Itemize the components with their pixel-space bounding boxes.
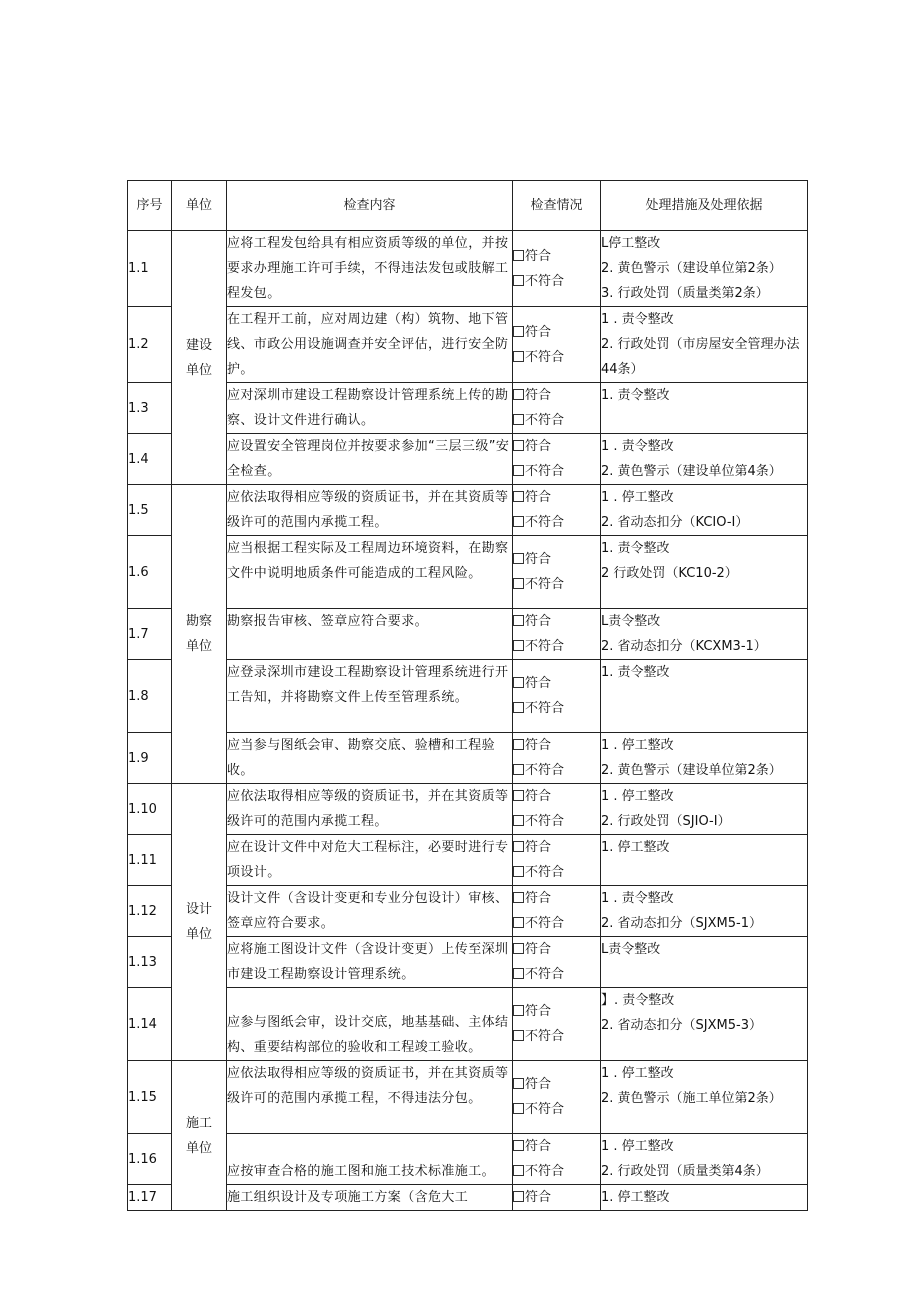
check-status [513,886,601,937]
check-content: 应依法取得相应等级的资质证书，并在其资质等级许可的范围内承揽工程。 [227,784,513,835]
conform-label: 符合 [525,1139,552,1154]
row-number: 1.15 [128,1061,172,1134]
table-row [128,307,808,383]
check-status [513,937,601,988]
table-row [128,536,808,609]
unit-cell [172,231,227,485]
measures-cell [601,733,808,784]
check-content: 应依法取得相应等级的资质证书，并在其资质等级许可的范围内承揽工程，不得违法分包。 [227,1061,513,1134]
conform-option[interactable] [513,784,600,809]
measure-item: 2. 黄色警示（施工单位第2条） [601,1091,782,1106]
conform-option[interactable] [513,434,600,459]
check-content: 应在设计文件中对危大工程标注，必要时进行专项设计。 [227,835,513,886]
measure-item: L责令整改 [601,942,661,957]
nonconform-label: 不符合 [525,916,565,931]
check-content: 应当参与图纸会审、勘察交底、验槽和工程验收。 [227,733,513,784]
nonconform-option[interactable] [513,572,600,597]
nonconform-label: 不符合 [525,577,565,592]
checkbox-icon[interactable] [513,892,524,903]
checkbox-icon[interactable] [513,790,524,801]
measure-item: 1 . 责令整改 [601,439,674,454]
check-content: 应将施工图设计文件（含设计变更）上传至深圳市建设工程勘察设计管理系统。 [227,937,513,988]
table-row [128,609,808,660]
check-status [513,434,601,485]
table-row [128,886,808,937]
table-row [128,988,808,1061]
conform-option[interactable] [513,383,600,408]
measure-item: 2. 黄色警示（建设单位第2条） [601,261,782,276]
table-row [128,1185,808,1211]
check-status [513,784,601,835]
measure-item: 2. 省动态扣分（KCXM3-1） [601,639,767,654]
checkbox-icon[interactable] [513,275,524,286]
nonconform-label: 不符合 [525,273,565,289]
check-status [513,988,601,1061]
measure-item: 1 . 停工整改 [601,789,674,804]
measure-item: 2. 行政处罚（市房屋安全管理办法44条） [601,337,800,377]
measures-cell [601,835,808,886]
nonconform-label: 不符合 [525,464,565,479]
check-content: 应登录深圳市建设工程勘察设计管理系统进行开工告知，并将勘察文件上传至管理系统。 [227,660,513,733]
unit-name: 勘察单位 [185,614,212,654]
nonconform-option[interactable] [513,758,600,783]
nonconform-option[interactable] [513,1159,600,1184]
table-row [128,383,808,434]
nonconform-option[interactable] [513,1024,600,1049]
table-row [128,231,808,307]
conform-label: 符合 [525,614,552,629]
measure-item: 2. 黄色警示（建设单位第4条） [601,464,782,479]
checkbox-icon[interactable] [513,389,524,400]
measure-item: 2. 黄色警示（建设单位第2条） [601,763,782,778]
measure-item: 1. 停工整改 [601,1190,670,1205]
header-status: 检查情况 [513,181,601,231]
row-number: 1.4 [128,434,172,485]
header-seq: 序号 [128,181,172,231]
unit-name: 设计单位 [185,902,212,942]
conform-label: 符合 [525,676,552,691]
measure-item: 1 . 停工整改 [601,490,674,505]
check-status [513,383,601,434]
nonconform-option[interactable] [513,510,600,535]
table-row [128,784,808,835]
conform-label: 符合 [525,1077,552,1092]
measures-cell [601,988,808,1061]
conform-label: 符合 [525,1190,552,1205]
check-status [513,609,601,660]
nonconform-label: 不符合 [525,515,565,530]
nonconform-option[interactable] [513,345,600,370]
check-status [513,307,601,383]
measure-item: 2. 省动态扣分（SJXM5-1） [601,916,762,931]
conform-label: 符合 [525,552,552,567]
conform-label: 符合 [525,942,552,957]
measure-item: 2. 省动态扣分（KCIO-I） [601,515,749,530]
checkbox-icon[interactable] [513,677,524,688]
unit-name: 施工单位 [185,1115,212,1156]
table-row [128,835,808,886]
unit-cell [172,485,227,784]
nonconform-option[interactable] [513,1097,600,1122]
header-row [128,181,808,231]
checkbox-icon[interactable] [513,1078,524,1089]
nonconform-option[interactable] [513,459,600,484]
nonconform-label: 不符合 [525,967,565,982]
row-number: 1.10 [128,784,172,835]
checkbox-icon[interactable] [513,917,524,928]
measures-cell [601,784,808,835]
check-status [513,536,601,609]
measure-item: 2 行政处罚（KC10-2） [601,566,738,581]
table-row [128,1061,808,1134]
nonconform-option[interactable] [513,860,600,885]
conform-label: 符合 [525,490,552,505]
measure-item: 1 . 责令整改 [601,312,674,327]
measures-cell [601,383,808,434]
check-status [513,733,601,784]
measures-cell [601,1134,808,1185]
checkbox-icon[interactable] [513,553,524,564]
conform-option[interactable] [513,1185,600,1210]
check-content: 应设置安全管理岗位并按要求参加“三层三级”安全检查。 [227,434,513,485]
conform-option[interactable] [513,1134,600,1159]
nonconform-option[interactable] [513,269,600,294]
checkbox-icon[interactable] [513,491,524,502]
nonconform-label: 不符合 [525,763,565,778]
check-status [513,1134,601,1185]
conform-option[interactable] [513,1072,600,1097]
measure-item: 2. 省动态扣分（SJXM5-3） [601,1018,762,1033]
checkbox-icon[interactable] [513,440,524,451]
unit-cell [172,784,227,1061]
row-number: 1.7 [128,609,172,660]
nonconform-option[interactable] [513,696,600,721]
checkbox-icon[interactable] [513,1165,524,1176]
checkbox-icon[interactable] [513,1005,524,1016]
nonconform-label: 不符合 [525,349,565,365]
check-content: 应按审查合格的施工图和施工技术标准施工。 [227,1134,513,1185]
measure-item: 1 . 停工整改 [601,738,674,753]
check-content: 应参与图纸会审，设计交底，地基基础、主体结构、重要结构部位的验收和工程竣工验收。 [227,988,513,1061]
check-status [513,835,601,886]
row-number: 1.1 [128,231,172,307]
conform-option[interactable] [513,547,600,572]
checkbox-icon[interactable] [513,1191,524,1202]
measure-item: 1. 责令整改 [601,665,670,680]
check-content: 应对深圳市建设工程勘察设计管理系统上传的勘察、设计文件进行确认。 [227,383,513,434]
measures-cell [601,609,808,660]
conform-label: 符合 [525,248,552,264]
checkbox-icon[interactable] [513,739,524,750]
row-number: 1.13 [128,937,172,988]
measures-cell [601,1185,808,1211]
checkbox-icon[interactable] [513,326,524,337]
measure-item: 】. 责令整改 [601,993,675,1008]
check-status [513,1061,601,1134]
conform-label: 符合 [525,1004,552,1019]
measures-cell [601,485,808,536]
measure-item: 1. 停工整改 [601,840,670,855]
table-row [128,434,808,485]
conform-option[interactable] [513,999,600,1024]
checkbox-icon[interactable] [513,764,524,775]
check-status [513,660,601,733]
checkbox-icon[interactable] [513,1103,524,1114]
measure-item: 1. 责令整改 [601,541,670,556]
checkbox-icon[interactable] [513,465,524,476]
measures-cell [601,1061,808,1134]
measures-cell [601,937,808,988]
check-content: 勘察报告审核、签章应符合要求。 [227,609,513,660]
row-number: 1.14 [128,988,172,1061]
conform-option[interactable] [513,320,600,345]
check-status [513,1185,601,1211]
checkbox-icon[interactable] [513,866,524,877]
nonconform-label: 不符合 [525,1164,565,1179]
table-row [128,733,808,784]
checkbox-icon[interactable] [513,1140,524,1151]
conform-label: 符合 [525,439,552,454]
nonconform-label: 不符合 [525,1029,565,1044]
measure-item: 2. 行政处罚（SJIO-I） [601,814,731,829]
check-status [513,485,601,536]
nonconform-label: 不符合 [525,865,565,880]
row-number: 1.12 [128,886,172,937]
nonconform-option[interactable] [513,809,600,834]
measures-cell [601,660,808,733]
conform-option[interactable] [513,937,600,962]
conform-option[interactable] [513,886,600,911]
checkbox-icon[interactable] [513,351,524,362]
nonconform-label: 不符合 [525,413,565,428]
check-status [513,231,601,307]
conform-option[interactable] [513,244,600,269]
measure-item: L责令整改 [601,614,661,629]
row-number: 1.17 [128,1185,172,1211]
checkbox-icon[interactable] [513,250,524,261]
measures-cell [601,536,808,609]
header-measures: 处理措施及处理依据 [601,181,808,231]
check-content: 应将工程发包给具有相应资质等级的单位，并按要求办理施工许可手续，不得违法发包或肢解工程发包。 [227,231,513,307]
measures-cell [601,231,808,307]
conform-option[interactable] [513,671,600,696]
measure-item: 1. 责令整改 [601,388,670,403]
measure-item: 3. 行政处罚（质量类第2条） [601,286,769,301]
checkbox-icon[interactable] [513,414,524,425]
row-number: 1.2 [128,307,172,383]
conform-label: 符合 [525,388,552,403]
nonconform-label: 不符合 [525,814,565,829]
conform-label: 符合 [525,738,552,753]
row-number: 1.3 [128,383,172,434]
nonconform-option[interactable] [513,911,600,936]
row-number: 1.9 [128,733,172,784]
checkbox-icon[interactable] [513,968,524,979]
row-number: 1.8 [128,660,172,733]
conform-option[interactable] [513,835,600,860]
conform-option[interactable] [513,609,600,634]
header-content: 检查内容 [227,181,513,231]
check-content: 应当根据工程实际及工程周边环境资料，在勘察文件中说明地质条件可能造成的工程风险。 [227,536,513,609]
measure-item: 1 . 责令整改 [601,891,674,906]
row-number: 1.11 [128,835,172,886]
check-content: 设计文件（含设计变更和专业分包设计）审核、签章应符合要求。 [227,886,513,937]
checkbox-icon[interactable] [513,815,524,826]
measure-item: 2. 行政处罚（质量类第4条） [601,1164,769,1179]
checkbox-icon[interactable] [513,943,524,954]
conform-label: 符合 [525,840,552,855]
checkbox-icon[interactable] [513,615,524,626]
unit-name: 建设单位 [185,337,212,378]
measure-item: L停工整改 [601,236,661,251]
nonconform-option[interactable] [513,634,600,659]
nonconform-option[interactable] [513,408,600,433]
row-number: 1.16 [128,1134,172,1185]
measures-cell [601,434,808,485]
conform-label: 符合 [525,891,552,906]
measure-item: 1 . 停工整改 [601,1066,674,1081]
checkbox-icon[interactable] [513,702,524,713]
row-number: 1.6 [128,536,172,609]
nonconform-label: 不符合 [525,1102,565,1117]
table-row [128,1134,808,1185]
table-row [128,660,808,733]
nonconform-option[interactable] [513,962,600,987]
nonconform-label: 不符合 [525,639,565,654]
inspection-table [127,180,808,1211]
conform-label: 符合 [525,789,552,804]
measures-cell [601,886,808,937]
nonconform-label: 不符合 [525,701,565,716]
check-content: 应依法取得相应等级的资质证书，并在其资质等级许可的范围内承揽工程。 [227,485,513,536]
checkbox-icon[interactable] [513,516,524,527]
measure-item: 1 . 停工整改 [601,1139,674,1154]
table-row [128,485,808,536]
check-content: 在工程开工前，应对周边建（构）筑物、地下管线、市政公用设施调查并安全评估，进行安全防护。 [227,307,513,383]
header-unit: 单位 [172,181,227,231]
conform-label: 符合 [525,324,552,340]
conform-option[interactable] [513,485,600,510]
checkbox-icon[interactable] [513,1030,524,1041]
conform-option[interactable] [513,733,600,758]
row-number: 1.5 [128,485,172,536]
check-content: 施工组织设计及专项施工方案（含危大工 [227,1185,513,1211]
measures-cell [601,307,808,383]
table-row [128,937,808,988]
checkbox-icon[interactable] [513,578,524,589]
unit-cell [172,1061,227,1211]
checkbox-icon[interactable] [513,640,524,651]
checkbox-icon[interactable] [513,841,524,852]
